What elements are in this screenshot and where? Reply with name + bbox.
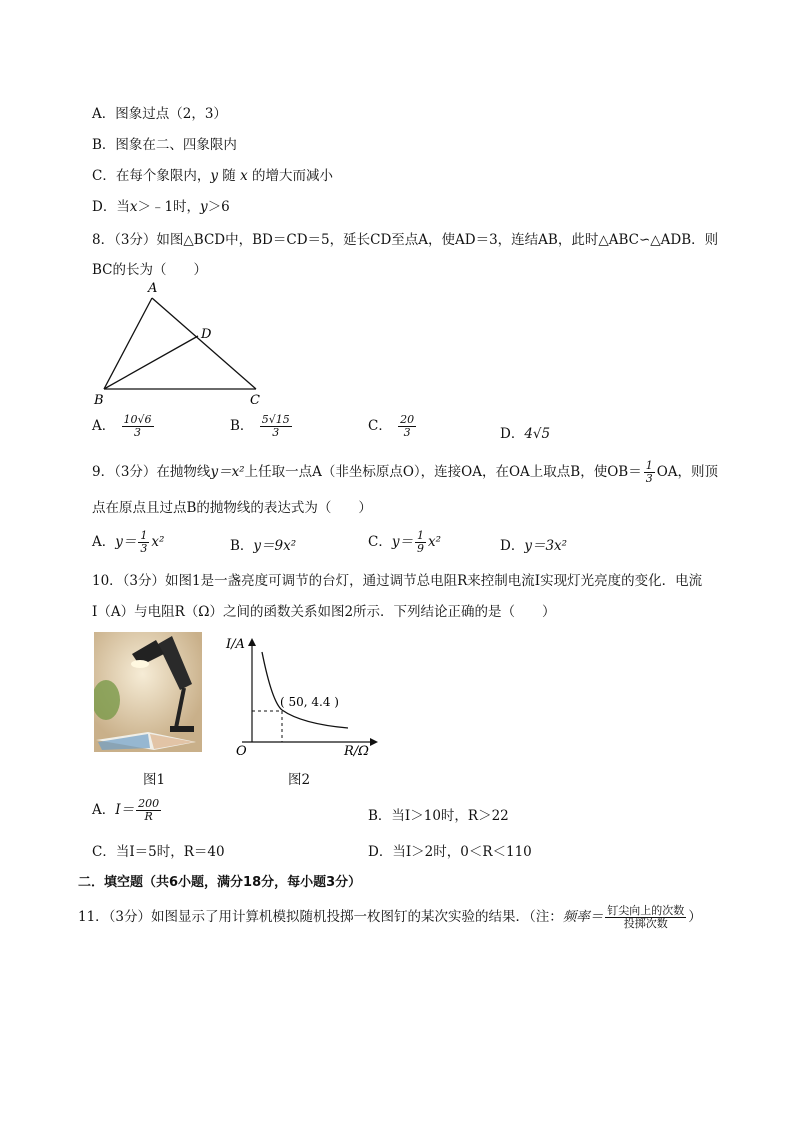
inverse-curve [262, 652, 348, 728]
y-axis-label: I/A [226, 637, 245, 652]
q7-option-a: A．图象过点（2，3） [92, 106, 227, 122]
q10-inverse-graph [218, 630, 388, 758]
q10-option-a: A．I＝ $\frac{200}{R}$ [92, 797, 160, 823]
figure1-caption: 图1 [143, 772, 166, 788]
q9-option-b: B．y＝9x² [230, 538, 297, 554]
q7-option-c: C．在每个象限内，y 随 x 的增大而减小 [92, 168, 333, 184]
label-b: B [94, 393, 104, 408]
q11-frequency-fraction: $\frac{\text{钉尖向上的次数}}{\text{投掷次数}}$ [607, 904, 685, 930]
q7-option-b: B．图象在二、四象限内 [92, 137, 237, 153]
q8-stem-line1: 8．（3分）如图△BCD中，BD＝CD＝5，延长CD至点A，使AD＝3，连结AB，此时△ABC∽△ADB．则 [92, 232, 719, 248]
q9-stem-line2: 点在原点且过点B的抛物线的表达式为（ ） [92, 500, 372, 516]
x-axis-arrow [370, 738, 378, 746]
q11-stem: 11．（3分）如图显示了用计算机模拟随机投掷一枚图钉的某次实验的结果．（注：频率＝ $\frac{\text{钉尖向上的次数}}{\text{投掷次数}}$ ） [78, 904, 702, 930]
q9-stem-line1: 9．（3分）在抛物线y＝x²上任取一点A（非坐标原点O），连接OA，在OA上取点B，使OB＝ $\frac{1}{3}$ OA，则顶 [92, 459, 719, 485]
q10-stem-line2: I（A）与电阻R（Ω）之间的函数关系如图2所示．下列结论正确的是（ ） [92, 604, 556, 620]
q8-option-c: C． $\frac{20}{3}$ [368, 413, 415, 439]
q7-option-d: D．当x＞﹣1时，y＞6 [92, 199, 230, 215]
segment-ac [152, 298, 256, 389]
q9-option-d: D．y＝3x² [500, 538, 568, 554]
q10-option-d: D．当I＞2时，0＜R＜110 [368, 844, 532, 860]
q8-triangle-figure [88, 278, 268, 408]
q10-option-b: B．当I＞10时，R＞22 [368, 808, 509, 824]
q10-option-c: C．当I＝5时，R＝40 [92, 844, 225, 860]
label-d: D [201, 327, 212, 342]
q9-option-a: A．y＝ $\frac{1}{3}$ x² [92, 529, 165, 555]
q9-stem-fraction: $\frac{1}{3}$ [645, 459, 653, 485]
x-axis-label: R/Ω [344, 744, 369, 758]
q8-option-a-fraction: $\frac{10√6}{3}$ [123, 413, 152, 439]
origin-label: O [236, 744, 247, 758]
q9-option-c: C．y＝ $\frac{1}{9}$ x² [368, 529, 442, 555]
label-c: C [250, 393, 260, 408]
q10-stem-line1: 10．（3分）如图1是一盏亮度可调节的台灯，通过调节总电阻R来控制电流I实现灯光亮度的变化．电流 [92, 573, 703, 589]
q8-option-b-fraction: $\frac{5√15}{3}$ [261, 413, 290, 439]
q8-option-a: A． $\frac{10√6}{3}$ [92, 413, 152, 439]
y-axis-arrow [248, 638, 256, 646]
q8-option-c-fraction: $\frac{20}{3}$ [400, 413, 415, 439]
figure2-caption: 图2 [288, 772, 311, 788]
point-label: ( 50, 4.4 ) [280, 695, 339, 709]
q10-lamp-photo [94, 632, 202, 752]
q8-option-b: B． $\frac{5√15}{3}$ [230, 413, 290, 439]
label-a: A [148, 281, 158, 296]
q10-option-a-fraction: $\frac{200}{R}$ [138, 797, 160, 823]
section2-title: 二．填空题（共6小题，满分18分，每小题3分） [78, 875, 362, 890]
q8-option-d: D．4√5 [500, 426, 551, 442]
q8-stem-line2: BC的长为（ ） [92, 262, 208, 278]
q9-option-a-fraction: $\frac{1}{3}$ [140, 529, 148, 555]
q9-option-c-fraction: $\frac{1}{9}$ [416, 529, 424, 555]
